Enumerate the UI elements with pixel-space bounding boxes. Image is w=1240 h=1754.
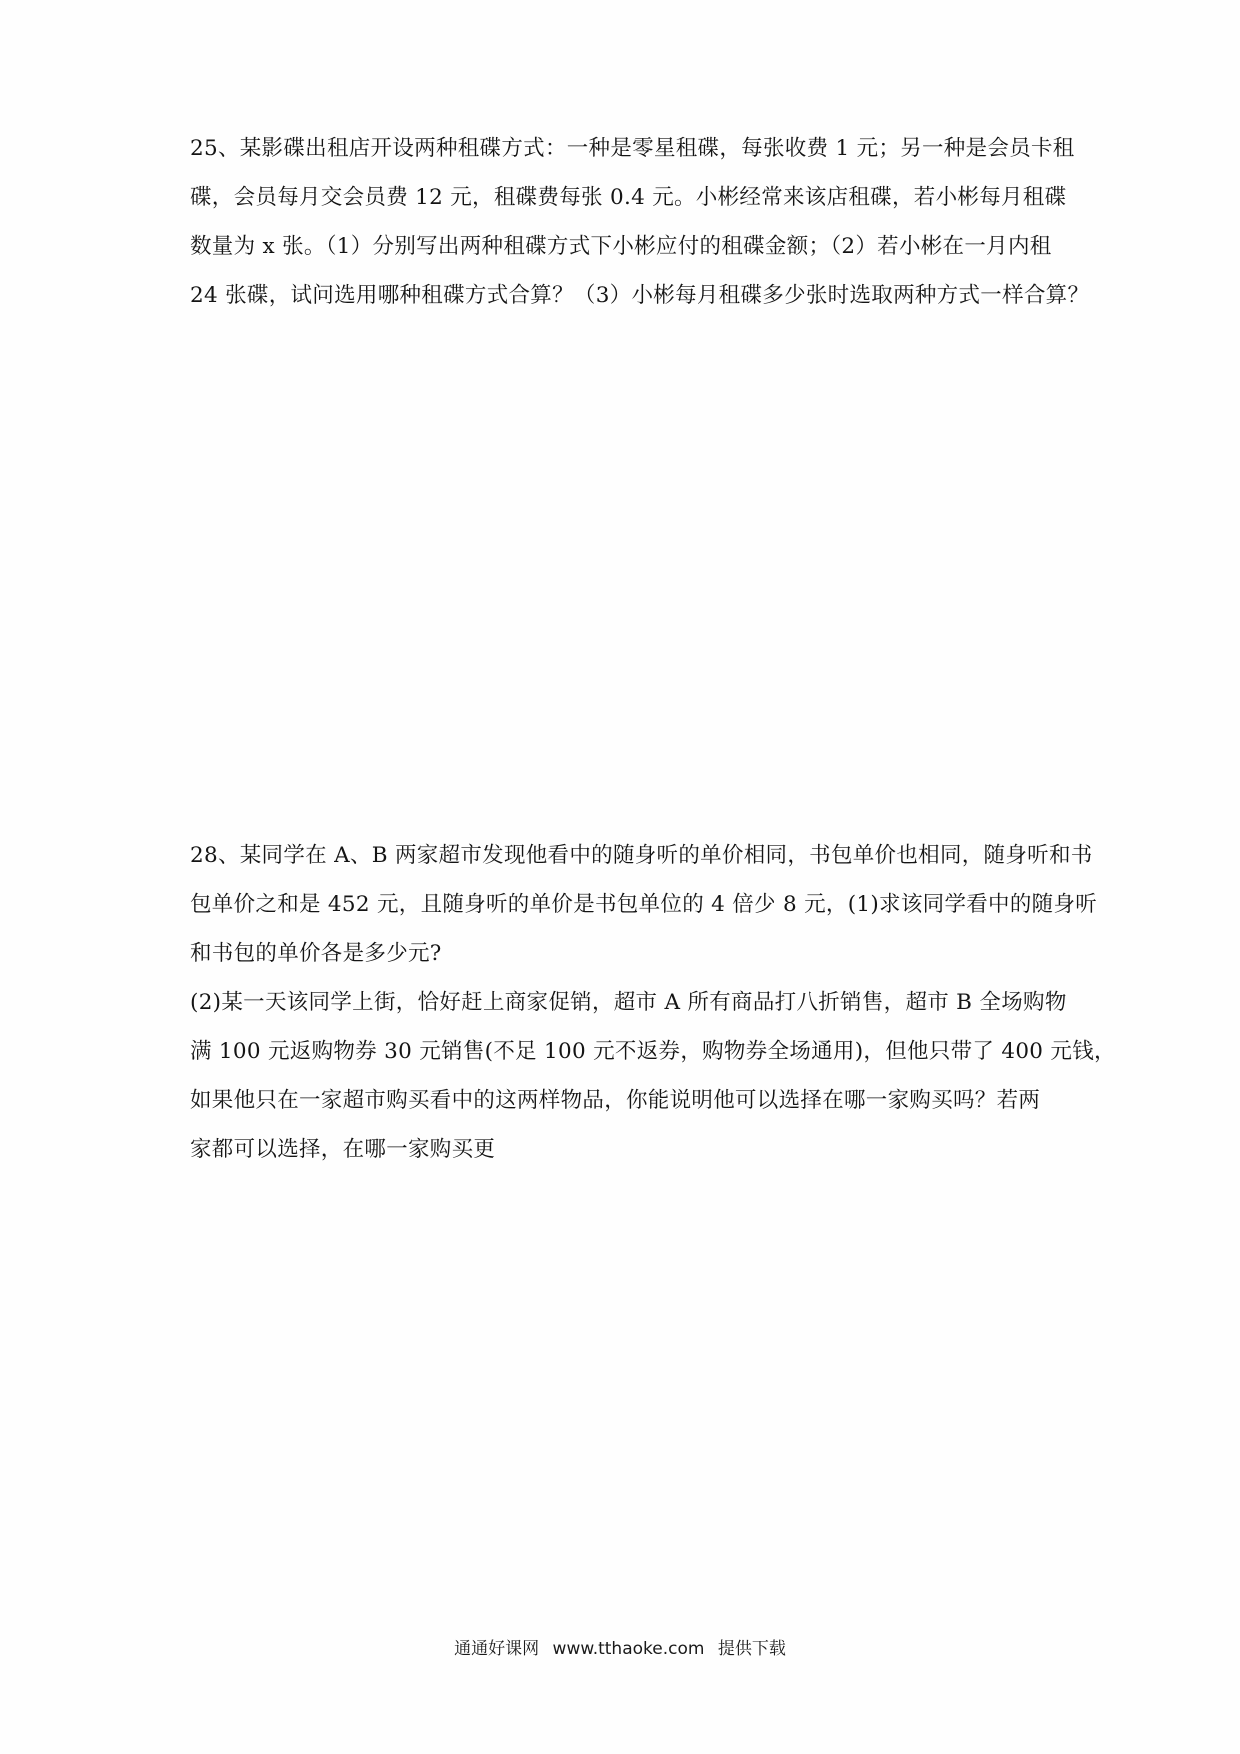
footer-suffix: 提供下载: [717, 1639, 786, 1659]
footer-url: www.tthaoke.com: [552, 1639, 705, 1659]
problem-25-line-1: 25、某影碟出租店开设两种租碟方式：一种是零星租碟，每张收费 1 元；另一种是会员卡租: [190, 136, 1075, 161]
problem-28-line-6: 如果他只在一家超市购买看中的这两样物品，你能说明他可以选择在哪一家购买吗？若两: [190, 1088, 1041, 1113]
problem-28-line-7: 家都可以选择，在哪一家购买更: [190, 1137, 496, 1162]
problem-28: [190, 831, 1116, 1174]
problem-25-line-2: 碟，会员每月交会员费 12 元，租碟费每张 0.4 元。小彬经常来该店租碟，若小彬每月租碟: [190, 185, 1067, 210]
problem-28-line-4: (2)某一天该同学上街，恰好赶上商家促销，超市 A 所有商品打八折销售，超市 B 全场购物: [190, 990, 1067, 1015]
problem-25-line-3: 数量为 x 张。（1）分别写出两种租碟方式下小彬应付的租碟金额；（2）若小彬在一月内租: [190, 234, 1052, 259]
footer-site-name: 通通好课网: [454, 1639, 540, 1659]
problem-28-line-3: 和书包的单价各是多少元?: [190, 941, 442, 966]
problem-25: [190, 124, 1090, 320]
problem-28-line-5: 满 100 元返购物券 30 元销售(不足 100 元不返券，购物券全场通用)，但他只带了 400 元钱，: [190, 1039, 1116, 1064]
problem-25-line-4: 24 张碟，试问选用哪种租碟方式合算？（3）小彬每月租碟多少张时选取两种方式一样合算？: [190, 283, 1090, 308]
page-footer: [0, 1634, 1240, 1659]
problem-28-line-2: 包单价之和是 452 元，且随身听的单价是书包单位的 4 倍少 8 元，(1)求该同学看中的随身听: [190, 892, 1098, 917]
problem-28-line-1: 28、某同学在 A、B 两家超市发现他看中的随身听的单价相同，书包单价也相同，随身听和书: [190, 843, 1093, 868]
